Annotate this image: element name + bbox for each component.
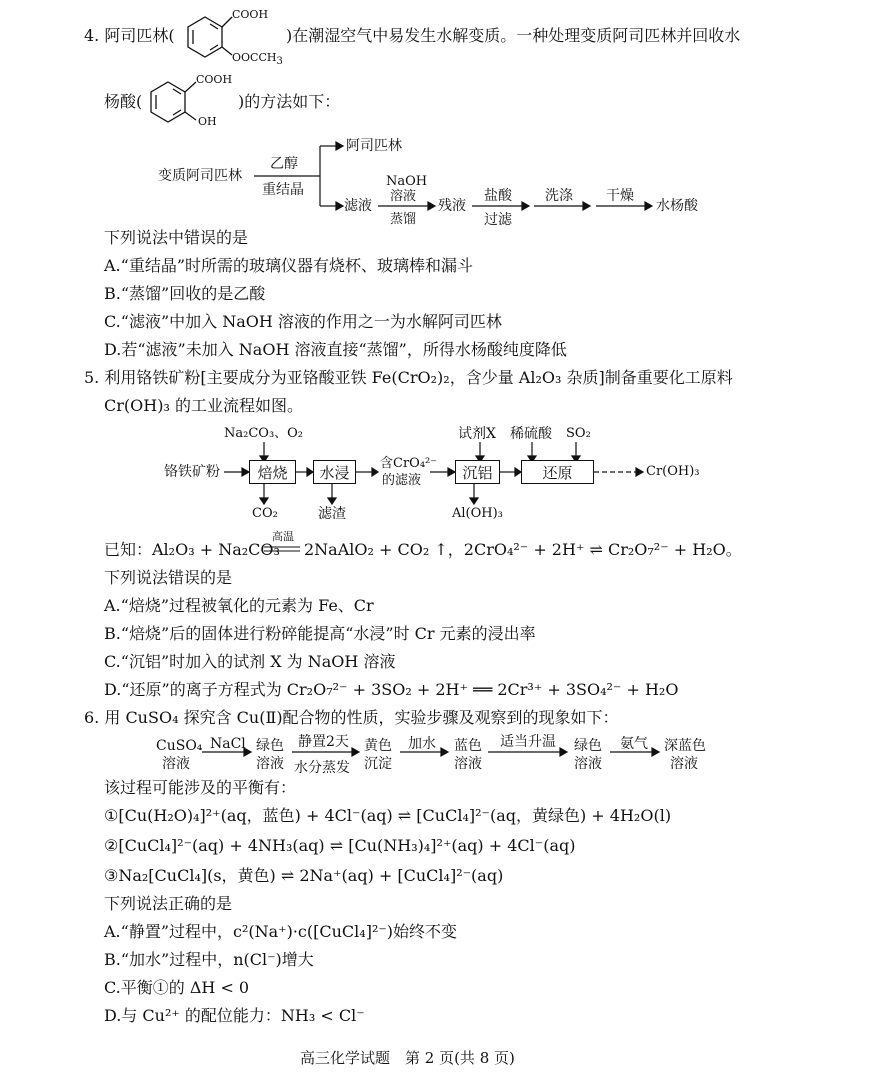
q6-op4: 适当升温 (500, 734, 556, 750)
q5-known-suffix: 2NaAlO₂ + CO₂ ↑，2CrO₄²⁻ + 2H⁺ ⇌ Cr₂O₇²⁻ + H₂O。 (304, 540, 742, 559)
q5-box-roast: 焙烧 (249, 460, 296, 484)
q5-flow-end: Cr(OH)₃ (646, 464, 700, 479)
q5-out-aloh3: Al(OH)₃ (452, 506, 503, 521)
q6-n5b: 溶液 (574, 756, 602, 772)
q4-flow-op4: 洗涤 (545, 188, 573, 204)
q4-flow-op1-top: 乙醇 (270, 156, 298, 172)
q6-stem: 6. 用 CuSO₄ 探究含 Cu(Ⅱ)配合物的性质，实验步骤及观察到的现象如下： (84, 708, 619, 727)
q5-box-al-precip: 沉铝 (455, 460, 500, 484)
aspirin-group-ester: $OOCCH_3$ (232, 51, 283, 68)
q5-out-residue: 滤渣 (318, 506, 346, 522)
q5-reagent-acid: 稀硫酸 (510, 426, 552, 442)
q6-n1a: CuSO₄ (156, 738, 203, 754)
q4-flow-op1-bottom: 重结晶 (262, 182, 304, 198)
q4-question: 下列说法中错误的是 (104, 228, 249, 247)
q4-flow-op2-top1: NaOH (386, 174, 428, 189)
q6-n1b: 溶液 (162, 756, 190, 772)
aspirin-group-cooh: COOH (232, 8, 269, 21)
q5-out-co2: CO₂ (252, 506, 278, 521)
q6-op2-bottom: 水分蒸发 (294, 760, 350, 776)
q5-reagent-so2: SO₂ (566, 426, 591, 441)
q6-n3a: 黄色 (364, 738, 392, 754)
q5-known-condition: 高温 (272, 530, 294, 543)
q4-flow-branch-up: 阿司匹林 (346, 138, 402, 154)
page-footer: 高三化学试题 第 2 页(共 8 页) (300, 1049, 515, 1067)
q6-op3: 加水 (408, 736, 436, 752)
q5-stem-2: Cr(OH)₃ 的工业流程如图。 (104, 396, 303, 415)
q4-flow-op2-top2: 溶液 (390, 189, 417, 204)
q6-equilibrium-2: ②[CuCl₄]²⁻(aq) + 4NH₃(aq) ⇌ [Cu(NH₃)₄]²⁺(aq) + 4Cl⁻(aq) (104, 836, 576, 855)
q6-intro: 该过程可能涉及的平衡有： (104, 778, 297, 797)
q5-flow-start: 铬铁矿粉 (164, 464, 220, 480)
q5-option-a: A.“焙烧”过程被氧化的元素为 Fe、Cr (104, 596, 374, 615)
q5-option-d: D.“还原”的离子方程式为 Cr₂O₇²⁻ + 3SO₂ + 2H⁺ ══ 2Cr³⁺ + 3SO₄²⁻ + H₂O (104, 680, 679, 699)
q6-equilibrium-1: ①[Cu(H₂O)₄]²⁺(aq，蓝色) + 4Cl⁻(aq) ⇌ [CuCl₄]²⁻(aq，黄绿色) + 4H₂O(l) (104, 806, 672, 825)
q6-equilibrium-3: ③Na₂[CuCl₄](s，黄色) ⇌ 2Na⁺(aq) + [CuCl₄]²⁻(aq) (104, 866, 504, 885)
q5-option-b: B.“焙烧”后的固体进行粉碎能提高“水浸”时 Cr 元素的浸出率 (104, 624, 536, 643)
q5-reagent-x: 试剂X (458, 426, 496, 442)
q4-flow-end: 水杨酸 (656, 198, 698, 214)
q4-option-d: D.若“滤液”未加入 NaOH 溶液直接“蒸馏”，所得水杨酸纯度降低 (104, 340, 567, 359)
q6-op1: NaCl (210, 736, 246, 752)
q4-stem-d: )的方法如下： (238, 92, 341, 111)
q6-n2a: 绿色 (256, 738, 284, 754)
q4-flow-op3-top: 盐酸 (484, 188, 512, 204)
q5-question: 下列说法错误的是 (104, 568, 233, 587)
q6-op2-top: 静置2天 (298, 734, 349, 750)
q5-known-prefix: 已知：Al₂O₃ + Na₂CO₃ (104, 540, 280, 559)
q6-n3b: 沉淀 (364, 756, 392, 772)
q4-stem-a: 4. 阿司匹林( (84, 26, 175, 45)
q5-box-leach: 水浸 (313, 460, 356, 484)
q4-flow-op5: 干燥 (606, 188, 634, 204)
q4-option-c: C.“滤液”中加入 NaOH 溶液的作用之一为水解阿司匹林 (104, 312, 502, 331)
q5-stem-1: 5. 利用铬铁矿粉[主要成分为亚铬酸亚铁 Fe(CrO₂)₂，含少量 Al₂O₃ 杂质]制备重要化工原料 (84, 368, 733, 387)
q6-n4a: 蓝色 (454, 738, 482, 754)
q4-stem-c: 杨酸( (104, 92, 143, 111)
q5-mid-line1: 含CrO₄²⁻ (380, 456, 438, 471)
q4-flow-branch-down: 滤液 (344, 198, 372, 214)
q6-op5: 氨气 (620, 736, 648, 752)
q6-n6a: 深蓝色 (664, 738, 706, 754)
q6-option-d: D.与 Cu²⁺ 的配位能力：NH₃ < Cl⁻ (104, 1006, 365, 1025)
q6-question: 下列说法正确的是 (104, 894, 233, 913)
q6-option-c: C.平衡①的 ΔH < 0 (104, 978, 250, 997)
q4-flow-node3: 残液 (438, 198, 466, 214)
q6-option-b: B.“加水”过程中，n(Cl⁻)增大 (104, 950, 314, 969)
q4-flow-op3-bottom: 过滤 (484, 212, 512, 228)
q4-flow-op2-bottom: 蒸馏 (390, 212, 417, 227)
salicylic-group-cooh: COOH (196, 73, 233, 86)
q5-mid-line2: 的滤液 (382, 473, 422, 488)
q5-option-c: C.“沉铝”时加入的试剂 X 为 NaOH 溶液 (104, 652, 396, 671)
q6-n6b: 溶液 (670, 756, 698, 772)
q6-option-a: A.“静置”过程中，c²(Na⁺)·c([CuCl₄]²⁻)始终不变 (104, 922, 458, 941)
q6-n2b: 溶液 (256, 756, 284, 772)
q5-box-reduce: 还原 (521, 460, 594, 484)
q5-input-top1: Na₂CO₃、O₂ (224, 426, 304, 441)
salicylic-group-oh: OH (198, 115, 217, 128)
q4-option-a: A.“重结晶”时所需的玻璃仪器有烧杯、玻璃棒和漏斗 (104, 256, 474, 275)
q4-stem-b: )在潮湿空气中易发生水解变质。一种处理变质阿司匹林并回收水 (286, 26, 741, 45)
q6-n5a: 绿色 (574, 738, 602, 754)
q4-option-b: B.“蒸馏”回收的是乙酸 (104, 284, 266, 303)
q4-flow-start: 变质阿司匹林 (158, 168, 242, 184)
q6-n4b: 溶液 (454, 756, 482, 772)
